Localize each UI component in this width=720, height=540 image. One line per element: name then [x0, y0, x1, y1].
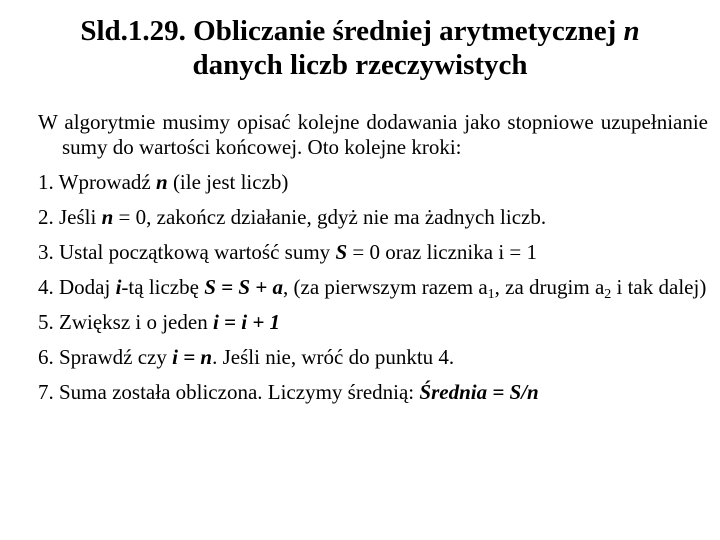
- step-4: [38, 275, 708, 300]
- step-text: . Jeśli nie, wróć do punktu 4.: [212, 345, 455, 369]
- title-line-1: [0, 14, 720, 48]
- step-text: Sprawdź czy: [53, 345, 173, 369]
- step-5: [38, 310, 708, 335]
- step-text: Suma została obliczona. Liczymy średnią:: [53, 380, 420, 404]
- step-number: 2.: [38, 205, 54, 229]
- step-text: = 0, zakończ działanie, gdyż nie ma żadnych liczb.: [113, 205, 547, 229]
- step-text: Dodaj: [53, 275, 116, 299]
- step-formula: Średnia = S/n: [419, 380, 539, 404]
- step-number: 6.: [38, 345, 54, 369]
- subscript: 2: [604, 287, 612, 302]
- step-number: 4.: [38, 275, 54, 299]
- step-formula: n: [101, 205, 114, 229]
- step-number: 3.: [38, 240, 54, 264]
- step-text: (ile jest liczb): [167, 170, 289, 194]
- step-formula: i = n: [172, 345, 213, 369]
- step-text: Jeśli: [53, 205, 102, 229]
- step-6: [38, 345, 708, 370]
- step-text: , za drugim a: [494, 275, 605, 299]
- step-formula: i: [115, 275, 122, 299]
- step-text: Ustal początkową wartość sumy: [53, 240, 336, 264]
- step-7: [38, 380, 708, 405]
- step-text: Wprowadź: [53, 170, 156, 194]
- title-variable-n: n: [623, 15, 640, 47]
- step-text: = 0 oraz licznika i = 1: [347, 240, 537, 264]
- step-1: [38, 170, 708, 195]
- step-text: Zwiększ i o jeden: [53, 310, 213, 334]
- step-number: 5.: [38, 310, 54, 334]
- slide-body: [38, 110, 708, 415]
- step-text: i tak dalej): [611, 275, 707, 299]
- step-number: 1.: [38, 170, 54, 194]
- step-text: -tą liczbę: [121, 275, 205, 299]
- title-text: Sld.1.29. Obliczanie średniej arytmetycznej: [80, 15, 624, 47]
- step-2: [38, 205, 708, 230]
- step-number: 7.: [38, 380, 54, 404]
- step-3: [38, 240, 708, 265]
- slide-title: [0, 14, 720, 82]
- step-formula: S: [335, 240, 348, 264]
- title-line-2: danych liczb rzeczywistych: [192, 49, 528, 81]
- intro-paragraph: W algorytmie musimy opisać kolejne dodawania jako stopniowe uzupełnianie sumy do wartości końcowej. Oto kolejne kroki:: [38, 110, 708, 159]
- step-text: , (za pierwszym razem a: [283, 275, 488, 299]
- subscript: 1: [487, 287, 495, 302]
- step-formula: n: [156, 170, 168, 194]
- step-formula: S = S + a: [204, 275, 283, 299]
- step-formula: i = i + 1: [212, 310, 281, 334]
